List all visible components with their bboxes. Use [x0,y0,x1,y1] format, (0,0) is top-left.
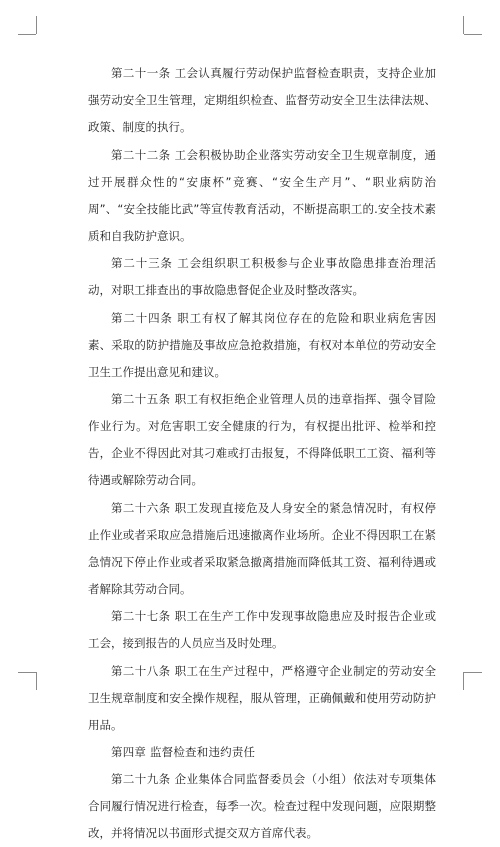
article-21: 第二十一条 工会认真履行劳动保护监督检查职责，支持企业加强劳动安全卫生管理，定期组织检查、监督劳动安全卫生法律法规、政策、制度的执行。 [88,66,436,134]
article-29: 第二十九条 企业集体合同监督委员会（小组）依法对专项集体合同履行情况进行检查，每季一次。检查过程中发现问题，应限期整改，并将情况以书面形式提交双方首席代表。 [88,772,436,840]
article-25: 第二十五条 职工有权拒绝企业管理人员的违章指挥、强令冒险作业行为。对危害职工安全健康的行为，有权提出批评、检举和控告，企业不得因此对其刁难或打击报复，不得降低职工工资、福利等待遇或解除劳动合同。 [88,392,436,487]
crop-mark-bottom-right-horizontal [464,672,482,673]
crop-mark-top-left-horizontal [18,34,36,35]
article-22: 第二十二条 工会积极协助企业落实劳动安全卫生规章制度，通过开展群众性的“安康杯”竞赛、“安全生产月”、“职业病防治周”、“安全技能比武”等宣传教育活动，不断提高职工的.安全技术素质和自我防护意识。 [88,147,436,243]
article-23: 第二十三条 工会组织职工积极参与企业事故隐患排查治理活动，对职工排查出的事故隐患督促企业及时整改落实。 [88,256,436,297]
article-28: 第二十八条 职工在生产过程中，严格遵守企业制定的劳动安全卫生规章制度和安全操作规程，服从管理，正确佩戴和使用劳动防护用品。 [88,663,436,732]
crop-mark-top-right-horizontal [464,34,482,35]
article-24: 第二十四条 职工有权了解其岗位存在的危险和职业病危害因素、采取的防护措施及事故应急抢救措施，有权对本单位的劳动安全卫生工作提出意见和建议。 [88,310,436,379]
crop-mark-bottom-right-vertical [463,672,464,690]
document-body [88,60,436,847]
crop-mark-top-left-vertical [36,16,37,34]
crop-mark-bottom-left-horizontal [18,672,36,673]
crop-mark-top-right-vertical [463,16,464,34]
crop-mark-bottom-left-vertical [36,672,37,690]
article-26: 第二十六条 职工发现直接危及人身安全的紧急情况时，有权停止作业或者采取应急措施后迅速撤离作业场所。企业不得因职工在紧急情况下停止作业或者采取紧急撤离措施而降低其工资、福利待遇或者解除其劳动合同。 [88,500,436,596]
article-27: 第二十七条 职工在生产工作中发现事故隐患应及时报告企业或工会，接到报告的人员应当及时处理。 [88,609,436,650]
chapter-heading: 第四章 监督检查和违约责任 [111,745,256,759]
